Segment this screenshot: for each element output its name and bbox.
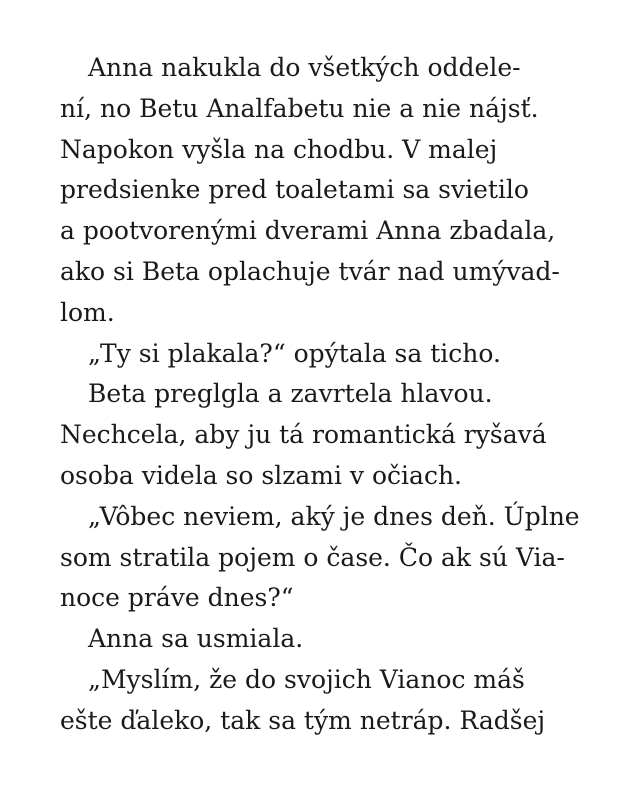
text-line: „Vôbec neviem, aký je dnes deň. Úplne	[88, 501, 580, 531]
text-line: noce práve dnes?“	[60, 583, 294, 613]
text-line: predsienke pred toaletami sa svietilo	[60, 175, 529, 205]
book-page	[60, 48, 580, 742]
text-line: „Ty si plakala?“ opýtala sa ticho.	[88, 338, 501, 368]
text-line: a pootvorenými dverami Anna zbadala,	[60, 216, 556, 246]
text-line: som stratila pojem o čase. Čo ak sú Via-	[60, 542, 565, 572]
text-line: Anna nakukla do všetkých oddele-	[88, 53, 521, 82]
text-line: osoba videla so slzami v očiach.	[60, 460, 463, 490]
text-line: Beta preglgla a zavrtela hlavou.	[88, 379, 493, 409]
text-line: Nechcela, aby ju tá romantická ryšavá	[60, 420, 547, 450]
text-line: Napokon vyšla na chodbu. V malej	[60, 134, 498, 164]
text-line: ní, no Betu Analfabetu nie a nie nájsť.	[60, 93, 539, 123]
text-line: lom.	[60, 297, 115, 327]
text-line: „Myslím, že do svojich Vianoc máš	[88, 664, 525, 694]
text-line: ako si Beta oplachuje tvár nad umývad-	[60, 256, 560, 286]
text-line: ešte ďaleko, tak sa tým netráp. Radšej	[60, 705, 546, 735]
text-line: Anna sa usmiala.	[88, 624, 304, 654]
